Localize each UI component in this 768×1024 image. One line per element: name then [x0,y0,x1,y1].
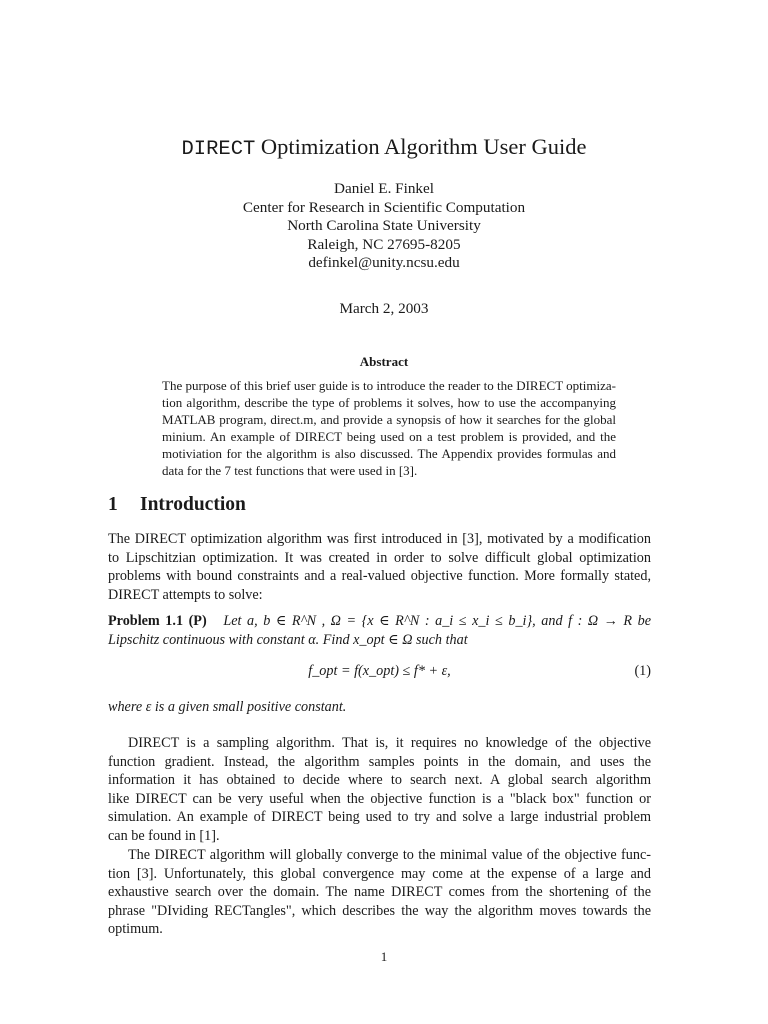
intro-paragraph [108,530,651,604]
abstract-line: motiviation for the algorithm is also discussed. The Appendix provides formulas and [162,446,616,461]
author-email: definkel@unity.ncsu.edu [308,254,460,271]
title-code: DIRECT [181,138,256,161]
abstract-line: minium. An example of DIRECT being used on a test problem is provided, and the [162,429,616,444]
abstract-heading: Abstract [359,354,409,369]
section-number: 1 [108,494,118,515]
paragraph-line: function gradient. Instead, the algorithm samples points in the domain, and uses the [108,753,651,770]
paragraph-line: can be found in [1]. [108,827,220,844]
problem-line-2: Lipschitz continuous with constant α. Find x_opt ∈ Ω such that [108,631,468,648]
paragraph-line: DIRECT is a sampling algorithm. That is, it requires no knowledge of the objective [128,735,651,751]
abstract-line: MATLAB program, direct.m, and provide a synopsis of how it searches for the global [162,412,616,427]
problem-line-1 [108,612,651,631]
paragraph-line: exhaustive search over the domain. The name DIRECT comes from the shortening of the [108,884,651,901]
abstract-line: The purpose of this brief user guide is to introduce the reader to the DIRECT optimiza- [162,378,616,393]
equation-text: f_opt = f(x_opt) ≤ f* + ε, [308,663,451,679]
intro-line: The DIRECT optimization algorithm was first introduced in [3], motivated by a modification [108,531,651,547]
paragraph-convergence [108,846,651,939]
author-org: Center for Research in Scientific Computation [242,198,526,216]
intro-line: DIRECT attempts to solve: [108,586,263,603]
problem-statement [108,612,651,649]
author-name: Daniel E. Finkel [334,180,434,197]
intro-line: to Lipschitzian optimization. It was created in order to solve difficult global optimization [108,549,651,566]
section-title: Introduction [140,494,246,515]
abstract-line: data for the 7 test functions that were used in [3]. [162,463,418,478]
abstract-line: tion algorithm, describe the type of problems it solves, how to use the accompanying [162,395,616,410]
paragraph-line: The DIRECT algorithm will globally converge to the minimal value of the objective func- [128,847,651,863]
intro-line: problems with bound constraints and a real-valued objective function. More formally stated, [108,568,651,585]
equation-number: (1) [634,663,651,679]
paper-title [0,134,768,161]
author-block [0,180,768,273]
where-line: where ε is a given small positive constant. [108,699,347,715]
problem-text-1: Let a, b ∈ R^N , Ω = {x ∈ R^N : a_i ≤ x_i ≤ b_i}, and f : Ω → R be [223,613,651,629]
title-text: Optimization Algorithm User Guide [255,134,587,159]
paragraph-sampling [108,734,651,846]
author-address: Raleigh, NC 27695-8205 [307,235,461,253]
author-university: North Carolina State University [287,217,481,234]
page-number: 1 [380,949,388,964]
abstract-body [140,377,616,479]
paragraph-line: phrase "DIviding RECTangles", which describes the way the algorithm moves towards the [108,902,651,919]
paragraph-line: optimum. [108,921,163,938]
paper-date: March 2, 2003 [339,300,429,317]
problem-label: Problem 1.1 (P) [108,613,207,629]
section-heading [108,494,246,516]
paragraph-line: simulation. An example of DIRECT being used to try and solve a large industrial problem [108,809,651,826]
paragraph-line: information it has obtained to decide where to search next. A global search algorithm [108,772,651,789]
paragraph-line: tion [3]. Unfortunately, this global convergence may come at the expense of a large and [108,865,651,882]
paragraph-line: like DIRECT can be very useful when the objective function is a "black box" function or [108,790,651,807]
